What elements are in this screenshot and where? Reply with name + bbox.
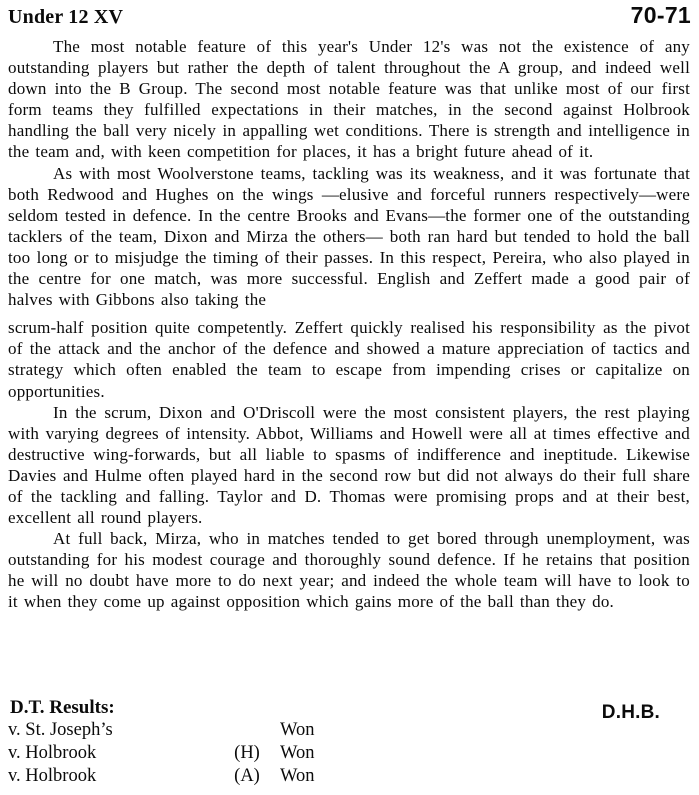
result-venue xyxy=(216,719,278,742)
result-opponent: v. Holbrook xyxy=(8,743,97,763)
result-outcome: Won xyxy=(280,766,315,786)
author-initials: D.H.B. xyxy=(601,702,660,723)
result-venue: (A) xyxy=(234,766,260,786)
page-header xyxy=(0,0,699,32)
report-body xyxy=(0,32,699,613)
results-section xyxy=(0,696,699,788)
result-outcome: Won xyxy=(280,743,315,763)
paragraph-scrum-half: scrum-half position quite competently. Zeffert quickly realised his responsibility as the pivot of the attack and the anchor of the defence and showed a mature appreciation of tactics and strategy which often enabled the team to escape from impending crises or capitalize on opportunities. xyxy=(8,318,690,401)
paragraph-forwards: In the scrum, Dixon and O'Driscoll were the most consistent players, the rest playing with varying degrees of intensity. Abbot, Williams and Howell were all at times effective and destructive wing-forwards, but all liable to spasms of indifference and ineptitude. Likewise Davies and Hulme often played hard in the second row but did not always do their full share of the tackling and falling. Taylor and D. Thomas were promising props and at their best, excellent all round players. xyxy=(8,402,690,528)
results-row xyxy=(8,742,691,765)
paragraph-backs: As with most Woolverstone teams, tackling was its weakness, and it was fortunate that both Redwood and Hughes on the wings —elusive and forceful runners respectively—were seldom tested in defence. In the centre Brooks and Evans—the former one of the outstanding tacklers of the team, Dixon and Mirza the others— both ran hard but tended to hold the ball too long or to misjudge the timing of their passes. In this respect, Pereira, who also played in the centre for one match, was more successful. English and Zeffert made a good pair of halves with Gibbons also taking the xyxy=(8,163,690,310)
results-row xyxy=(8,719,691,742)
page-number: 70-71 xyxy=(630,2,691,28)
result-opponent: v. Holbrook xyxy=(8,766,97,786)
paragraph-intro: The most notable feature of this year's Under 12's was not the existence of any outstanding players but rather the depth of talent throughout the A group, and indeed well down into the B Group. The second most notable feature was that unlike most of our first form teams they fulfilled expectations in their matches, in the second against Holbrook handling the ball very nicely in appalling wet conditions. There is strength and intelligence in the team and, with keen competition for places, it has a bright future ahead of it. xyxy=(8,37,690,162)
paragraph-fullback: At full back, Mirza, who in matches tended to get bored through unemployment, was outstanding for his modest courage and thoroughly sound defence. If he retains that position he will no doubt have more to do next year; and indeed the whole team will have to look to it when they come up against opposition which gains more of the ball than they do. xyxy=(8,529,690,612)
results-heading: D.T. Results: xyxy=(10,697,115,718)
results-row xyxy=(8,765,691,788)
result-venue: (H) xyxy=(234,743,260,763)
results-table xyxy=(8,719,691,788)
result-opponent: v. St. Joseph’s xyxy=(8,720,113,740)
result-outcome: Won xyxy=(280,720,315,740)
page-title: Under 12 XV xyxy=(8,6,124,28)
